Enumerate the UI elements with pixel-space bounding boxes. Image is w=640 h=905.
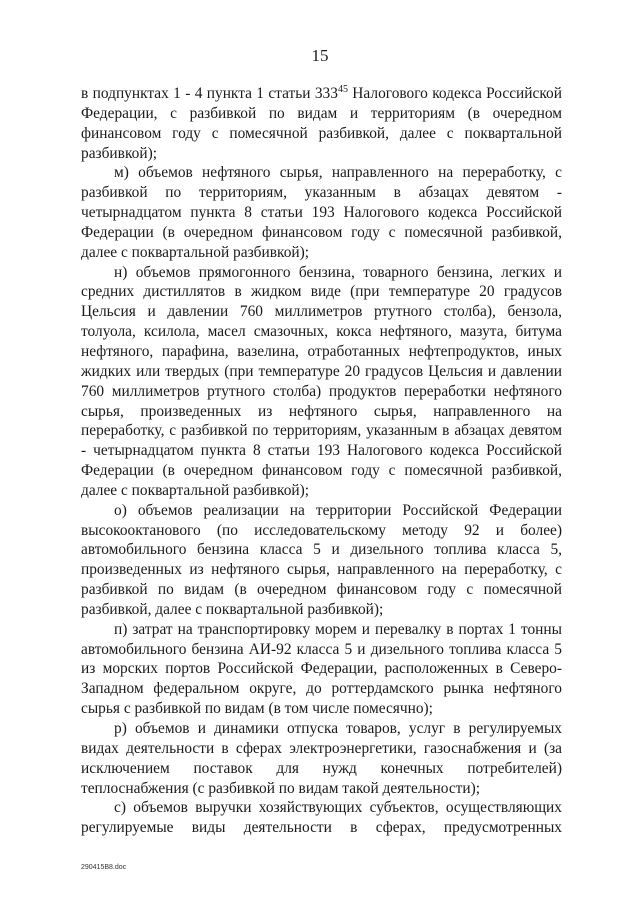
paragraph-continuation — [81, 84, 562, 163]
superscript-article-number: 45 — [337, 83, 348, 95]
paragraph-item-p: п) затрат на транспортировку морем и перевалку в портах 1 тонны автомобильного бензина АИ-92 класса 5 и дизельного топлива класса 5 из морских портов Российской Федерации, расположенных в Северо-Западном федеральном округе, до роттердамского рынка нефтяного сырья с разбивкой по видам (в том числе помесячно); — [81, 620, 562, 718]
footer-file-code: 290415B8.doc — [81, 864, 127, 871]
paragraph-item-n: н) объемов прямогонного бензина, товарного бензина, легких и средних дистиллятов в жидком виде (при температуре 20 градусов Цельсия и давлении 760 миллиметров ртутного столба), бензола, толуола, ксилола, масел смазочных, кокса нефтяного, мазута, битума нефтяного, парафина, вазелина, отработанных нефтепродуктов, иных жидких или твердых (при температуре 20 градусов Цельсия и давлении 760 миллиметров ртутного столба) продуктов переработки нефтяного сырья, произведенных из нефтяного сырья, направленного на переработку, с разбивкой по территориям, указанным в абзацах девятом - четырнадцатом пункта 8 статьи 193 Налогового кодекса Российской Федерации (в очередном финансовом году с помесячной разбивкой, далее с поквартальной разбивкой); — [81, 263, 562, 499]
document-body — [81, 84, 562, 838]
paragraph-item-o: о) объемов реализации на территории Российской Федерации высокооктанового (по исследовательскому методу 92 и более) автомобильного бензина класса 5 и дизельного топлива класса 5, произведенных из нефтяного сырья, направленного на переработку, с разбивкой по видам (в очередном финансовом году с помесячной разбивкой, далее с поквартальной разбивкой); — [81, 501, 562, 618]
paragraph-text: Налогового кодекса Российской Федерации, с разбивкой по видам и территориям (в очередном финансовом году с помесячной разбивкой, далее с поквартальной разбивкой); — [81, 85, 562, 162]
paragraph-item-r: р) объемов и динамики отпуска товаров, услуг в регулируемых видах деятельности в сферах электроэнергетики, газоснабжения и (за исключением поставок для нужд конечных потребителей) теплоснабжения (с разбивкой по видам такой деятельности); — [81, 720, 562, 797]
paragraph-item-s: с) объемов выручки хозяйствующих субъектов, осуществляющих регулируемые виды деятельности в сферах, предусмотренных — [81, 799, 562, 837]
page-number: 15 — [311, 46, 329, 65]
paragraph-text: в подпунктах 1 - 4 пункта 1 статьи 333 — [81, 85, 338, 102]
paragraph-item-m: м) объемов нефтяного сырья, направленного на переработку, с разбивкой по территориям, указанным в абзацах девятом - четырнадцатом пункта 8 статьи 193 Налогового кодекса Российской Федерации (в очередном финансовом году с помесячной разбивкой, далее с поквартальной разбивкой); — [81, 164, 562, 261]
